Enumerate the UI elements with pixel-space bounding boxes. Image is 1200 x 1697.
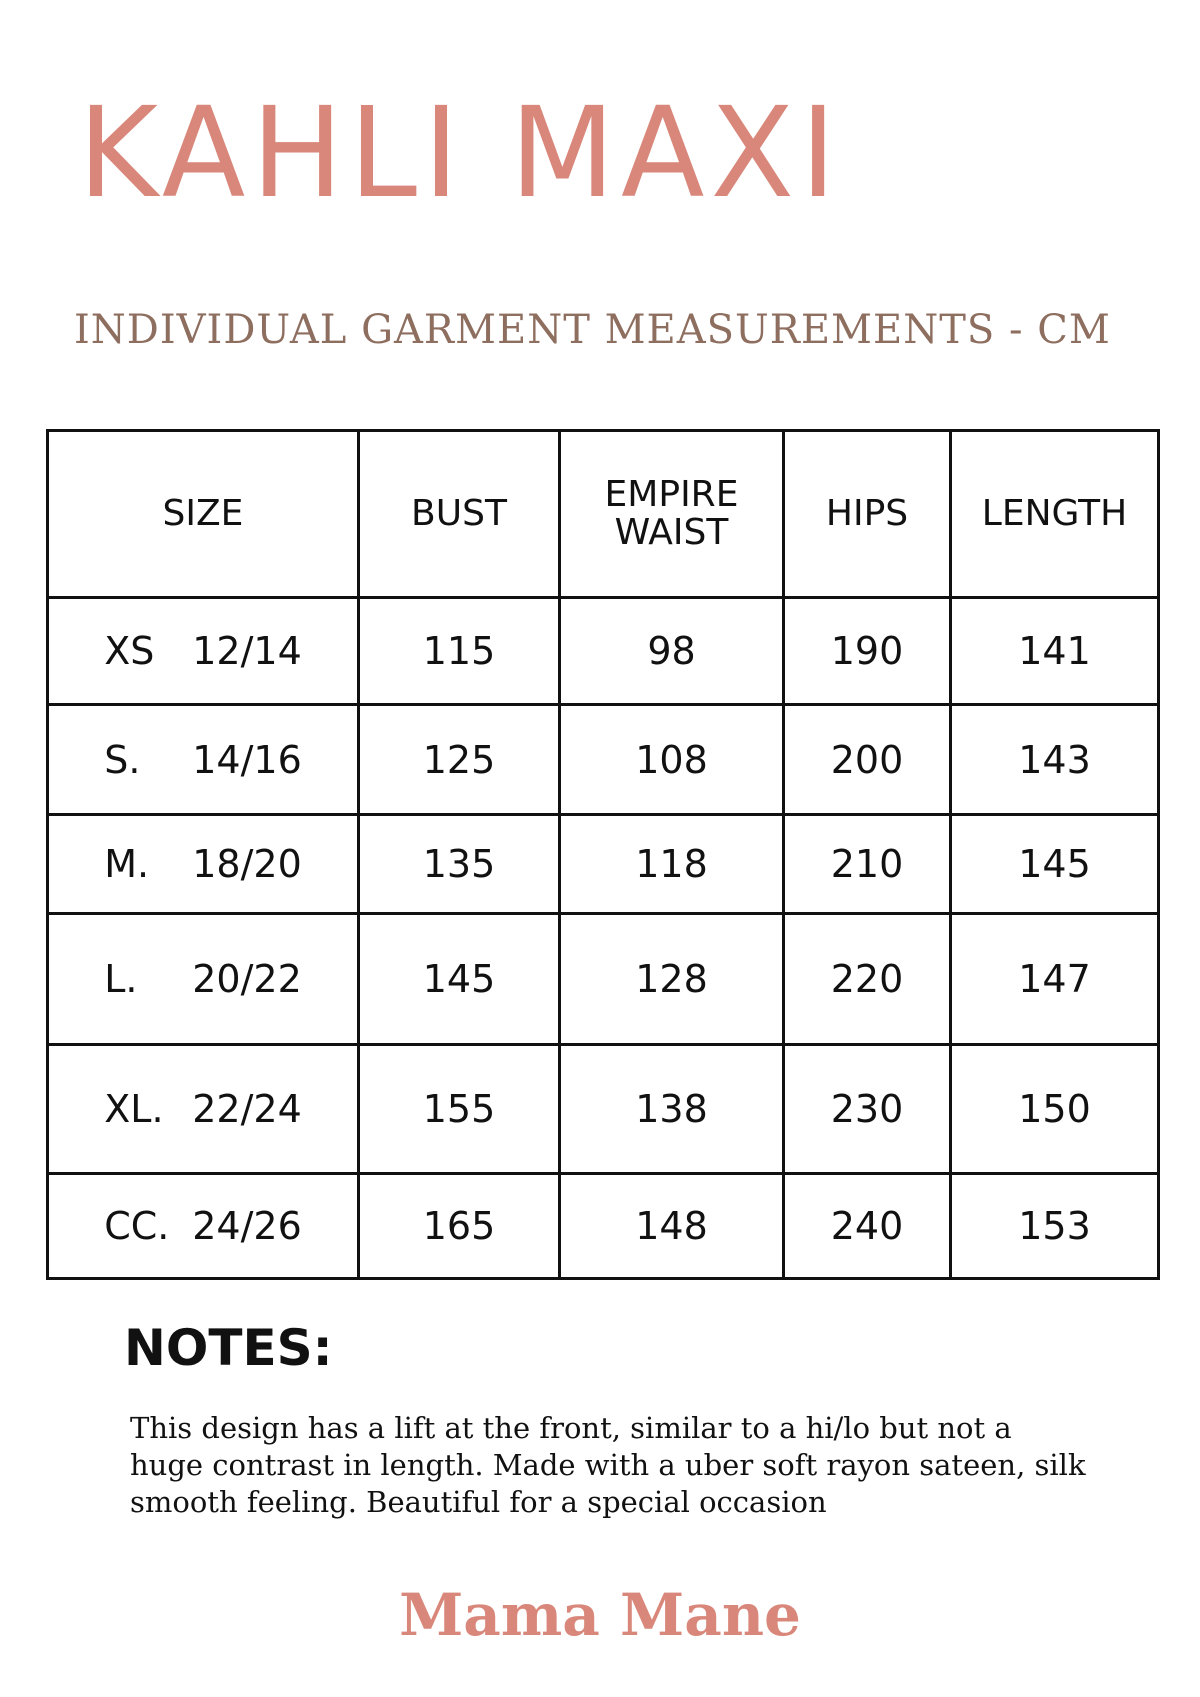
table-row (48, 914, 1159, 1045)
waist-cell: 128 (560, 914, 784, 1045)
bust-cell: 115 (359, 598, 560, 705)
table-row (48, 598, 1159, 705)
notes-body: This design has a lift at the front, similar to a hi/lo but not a huge contrast in length. Made with a uber soft rayon sateen, silk smooth feeling. Beautiful for a special occasion (130, 1411, 1086, 1519)
hips-cell: 230 (784, 1045, 951, 1174)
hips-cell: 200 (784, 705, 951, 815)
table-row (48, 815, 1159, 914)
table-row (48, 705, 1159, 815)
length-cell: 150 (951, 1045, 1159, 1174)
length-cell: 143 (951, 705, 1159, 815)
page-title: KAHLI MAXI (78, 80, 843, 226)
header-hips: HIPS (784, 431, 951, 598)
bust-cell: 135 (359, 815, 560, 914)
hips-cell: 220 (784, 914, 951, 1045)
hips-cell: 240 (784, 1174, 951, 1279)
bust-cell: 155 (359, 1045, 560, 1174)
size-chart-table (46, 429, 1160, 1280)
length-cell: 145 (951, 815, 1159, 914)
waist-cell: 98 (560, 598, 784, 705)
page-subtitle: INDIVIDUAL GARMENT MEASUREMENTS - CM (74, 307, 1111, 353)
waist-cell: 118 (560, 815, 784, 914)
bust-cell: 145 (359, 914, 560, 1045)
waist-cell: 108 (560, 705, 784, 815)
length-cell: 153 (951, 1174, 1159, 1279)
waist-cell: 138 (560, 1045, 784, 1174)
table-row (48, 1045, 1159, 1174)
waist-cell: 148 (560, 1174, 784, 1279)
size-cell: CC. 24/26 (48, 1174, 359, 1279)
hips-cell: 190 (784, 598, 951, 705)
table-header-row (48, 431, 1159, 598)
size-cell: XS 12/14 (48, 598, 359, 705)
header-empire-waist: EMPIRE WAIST (560, 431, 784, 598)
bust-cell: 165 (359, 1174, 560, 1279)
header-length: LENGTH (951, 431, 1159, 598)
size-cell: L. 20/22 (48, 914, 359, 1045)
header-bust: BUST (359, 431, 560, 598)
size-cell: M. 18/20 (48, 815, 359, 914)
notes-heading: NOTES: (124, 1319, 333, 1377)
size-cell: S. 14/16 (48, 705, 359, 815)
hips-cell: 210 (784, 815, 951, 914)
header-size: SIZE (48, 431, 359, 598)
length-cell: 141 (951, 598, 1159, 705)
bust-cell: 125 (359, 705, 560, 815)
size-cell: XL. 22/24 (48, 1045, 359, 1174)
length-cell: 147 (951, 914, 1159, 1045)
brand-logo: Mama Mane (399, 1581, 801, 1649)
table-row (48, 1174, 1159, 1279)
